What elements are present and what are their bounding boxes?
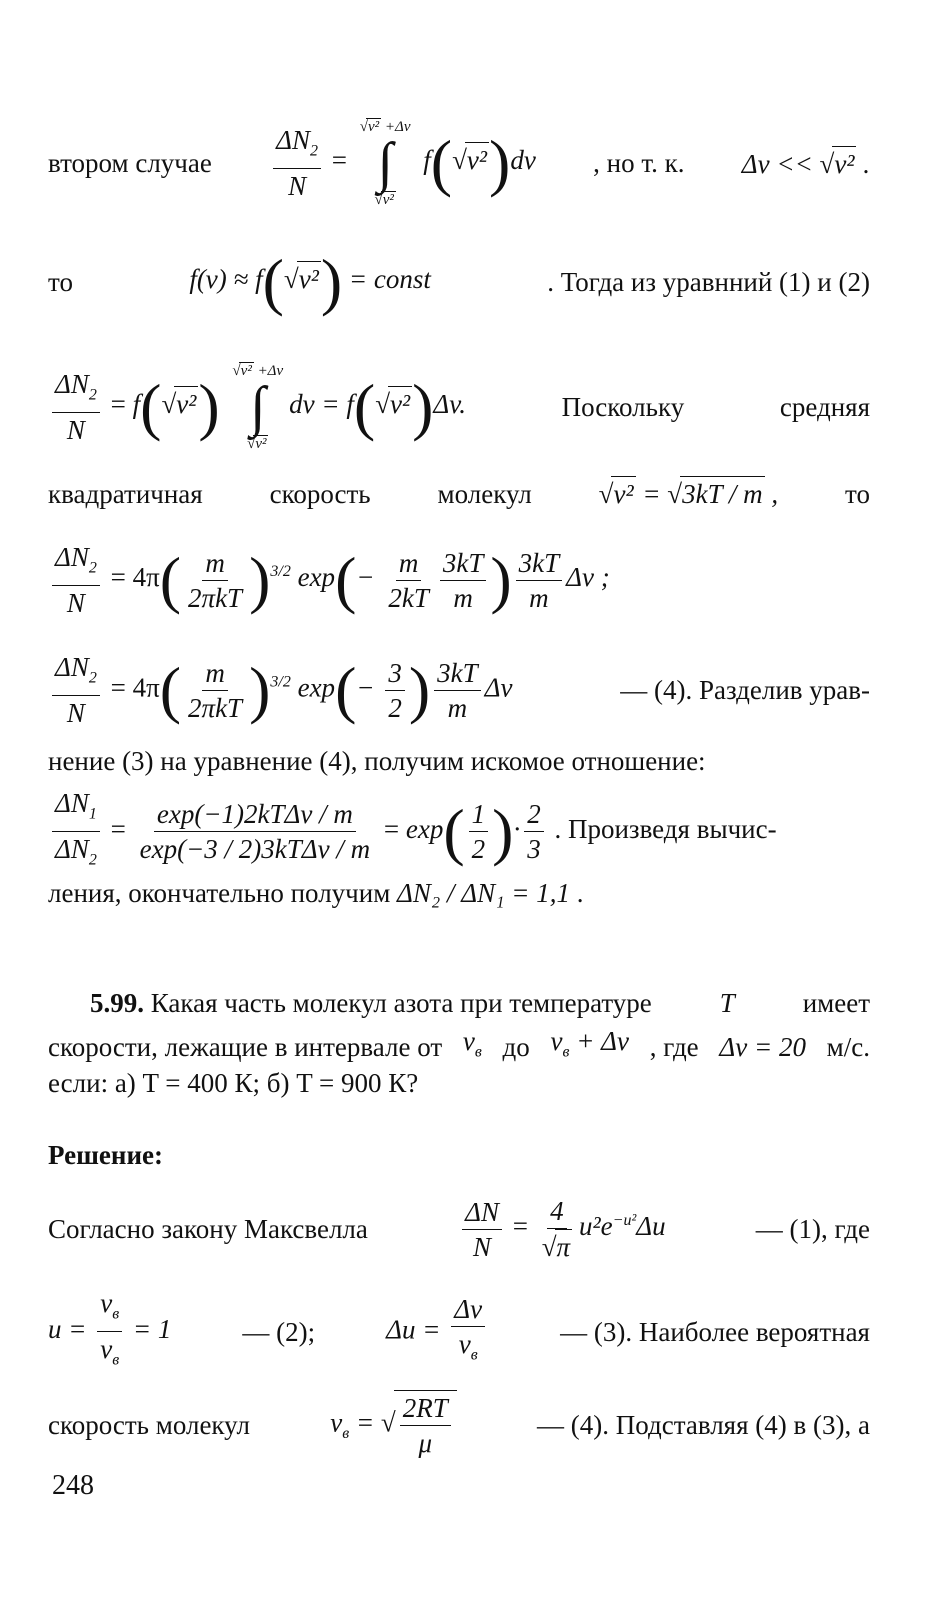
- formula: Δu = $\frac{\Delta v}{v_в}$: [386, 1292, 489, 1372]
- text-line-3: [48, 362, 870, 452]
- formula: $\frac{\Delta N_2}{N}$ = √v² +Δv ∫ √v² f(√v²)dv: [269, 118, 536, 208]
- text-line-7: [48, 744, 870, 778]
- problem-line-3: [48, 1066, 870, 1100]
- solution-line-1: [48, 1194, 870, 1264]
- text: то: [845, 478, 870, 509]
- text: скорость молекул: [48, 1410, 250, 1440]
- problem-line-2: [48, 1024, 870, 1069]
- formula: T: [719, 988, 735, 1018]
- text: , но т. к.: [593, 148, 685, 178]
- const-text: const: [373, 264, 431, 295]
- text: ления, окончательно получим: [48, 878, 391, 908]
- formula: $\frac{\Delta N_2}{N}$ = 4π( $\frac{m}{\text{2πkT}}$ )$^{3/2}$ exp(− $\frac{3}{2}$ ) $\frac{3kT}{m}$ Δv: [48, 650, 513, 730]
- formula: $\frac{\Delta N_1}{\Delta N_2}$ = $\frac{\text{exp(−1)2kTΔv / m}}{\text{exp(−3 / 2)3kTΔv / m}}$ = exp( $\frac{1}{2}$ )· $\frac{2}{3}$: [48, 814, 554, 844]
- text-line-4: [48, 476, 870, 511]
- text: — (4). Подставляя (4) в (3), а: [537, 1410, 870, 1440]
- formula: $\frac{\Delta N_2}{N}$ = 4π( $\frac{m}{\text{2πkT}}$ )$^{3/2}$ exp(− $\frac{m}{2kT}$ $\frac{3kT}{m}$ ) $\frac{3kT}{m}$ Δv ;: [48, 562, 610, 592]
- solution-heading: [48, 1138, 870, 1172]
- formula: $v_в$: [462, 1026, 482, 1061]
- text: если: а) T = 400 К; б) T = 900 К?: [48, 1068, 419, 1098]
- problem-number: 5.99.: [90, 988, 144, 1018]
- formula-line-5: [48, 540, 870, 620]
- result-formula: ΔN₂ / ΔN₁ = 1,1: [397, 878, 571, 908]
- text: скорость: [269, 478, 371, 509]
- text: — (1), где: [755, 1214, 870, 1244]
- text: Согласно закону Максвелла: [48, 1214, 368, 1244]
- formula: $\frac{\Delta N}{N}$ = $\frac{4}{√\pi}$ $u^2e^{-u^2}\Delta u$: [458, 1194, 666, 1264]
- solution-line-3: [48, 1390, 870, 1460]
- text: — (3). Наиболее вероятная: [560, 1316, 870, 1347]
- text: скорости, лежащие в интервале от: [48, 1031, 443, 1062]
- formula-line-8: [48, 786, 870, 878]
- text: средняя: [779, 392, 870, 422]
- text: нение (3) на уравнение (4), получим искомое отношение:: [48, 746, 706, 776]
- text: , где: [649, 1031, 699, 1062]
- text: Поскольку: [561, 392, 685, 422]
- solution-line-2: [48, 1286, 870, 1378]
- formula: Δv << √v² .: [742, 146, 870, 181]
- text-line-9: ления, окончательно получим ΔN₂ / ΔN₁ = 1,1 .: [48, 878, 584, 908]
- text: . Произведя вычис-: [554, 814, 777, 845]
- formula-line-6: [48, 650, 870, 730]
- text: Решение:: [48, 1140, 163, 1170]
- formula: $v_в$ = √ $\frac{2RT}{\mu}$: [330, 1390, 457, 1460]
- text: — (4). Разделив урав-: [620, 675, 870, 706]
- text: втором случае: [48, 148, 212, 178]
- text: — (2);: [242, 1316, 316, 1347]
- text-line-2: [48, 246, 870, 317]
- formula: $v_в + \Delta v$: [550, 1026, 629, 1061]
- formula: √v² = √3kT / m ,: [599, 476, 778, 511]
- formula: Δv = 20: [719, 1031, 806, 1062]
- text-line-1: [48, 118, 870, 208]
- text: до: [502, 1031, 530, 1062]
- text: молекул: [437, 478, 532, 509]
- formula: f(v) ≈ f(√v²) = const: [189, 246, 431, 317]
- formula: u = $\frac{v_в}{v_в}$ = 1: [48, 1288, 172, 1369]
- text: имеет: [802, 988, 870, 1018]
- formula: $\frac{\Delta N_2}{N}$ = f(√v²) √v² +Δv ∫ √v² dv = f(√v²)Δv.: [48, 362, 466, 452]
- text: . Тогда из уравнний (1) и (2): [547, 267, 870, 297]
- text: то: [48, 267, 73, 297]
- text: Какая часть молекул азота при температуре: [150, 988, 652, 1018]
- problem-line-1: [90, 986, 870, 1020]
- text: квадратичная: [48, 478, 203, 509]
- page-number: 248: [52, 1470, 94, 1501]
- text: м/с.: [826, 1031, 870, 1062]
